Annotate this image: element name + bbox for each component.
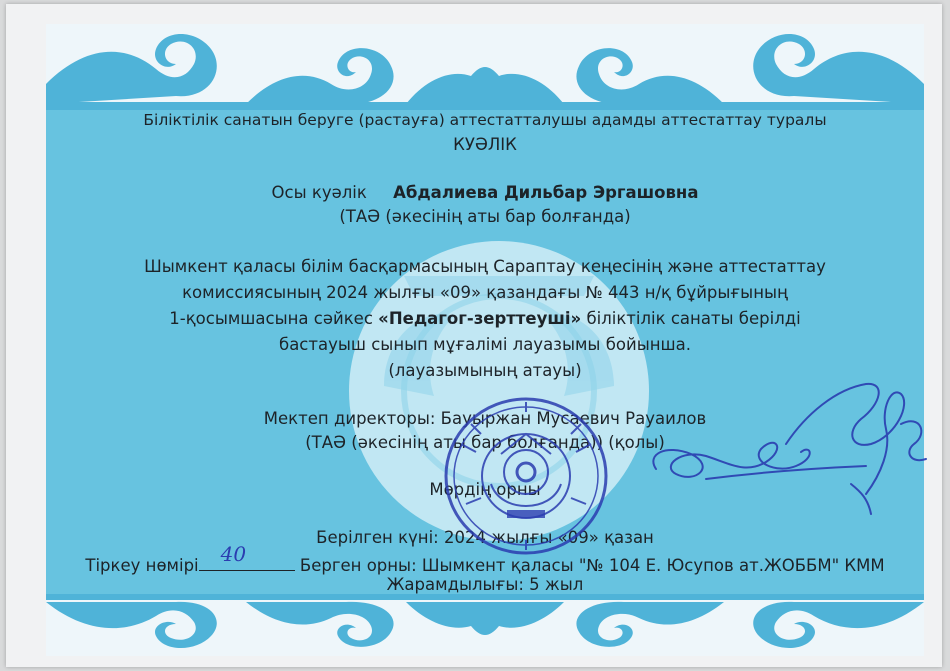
director-line: Мектеп директоры: Бауыржан Мусаевич Рауаилов bbox=[263, 409, 707, 428]
body-line-3-end: біліктілік санаты берілді bbox=[586, 309, 801, 328]
registration-label: Тіркеу нөмірі bbox=[85, 556, 199, 575]
issue-date-line: Берілген күні: 2024 жылғы «09» қазан bbox=[316, 528, 654, 547]
issuer-line: Берген орны: Шымкент қаласы "№ 104 Е. Юсупов ат.ЖОББМ" КММ bbox=[299, 556, 885, 575]
position-caption: (лауазымының атауы) bbox=[388, 361, 582, 380]
registration-line bbox=[46, 542, 924, 575]
body-line-1: Шымкент қаласы білім басқармасының Сараптау кеңесінің және аттестаттау bbox=[144, 257, 826, 276]
certificate-paper bbox=[6, 4, 942, 667]
title-line: Біліктілік санатын беруге (растауға) аттестатталушы адамды аттестаттау туралы bbox=[143, 111, 827, 129]
body-line-4: бастауыш сынып мұғалімі лауазымы бойынша. bbox=[279, 335, 691, 354]
registration-number: 40 bbox=[220, 542, 247, 566]
validity-line: Жарамдылығы: 5 жыл bbox=[386, 575, 584, 594]
holder-line bbox=[46, 183, 924, 202]
director-signature bbox=[636, 374, 936, 534]
holder-name: Абдалиева Дильбар Эргашовна bbox=[393, 183, 699, 202]
body-line-2: комиссиясының 2024 жылғы «09» қазандағы № 443 н/қ бұйрығының bbox=[182, 283, 788, 302]
holder-prefix: Осы куәлік bbox=[271, 183, 367, 202]
qualification-category: «Педагог-зерттеуші» bbox=[378, 309, 582, 328]
document-type-heading: КУӘЛІК bbox=[453, 135, 517, 154]
body-line-3 bbox=[46, 309, 924, 328]
seal-place-label: Мөрдің орны bbox=[429, 480, 541, 499]
top-ornament bbox=[46, 24, 924, 110]
bottom-ornament bbox=[46, 594, 924, 656]
body-line-3-start: 1-қосымшасына сәйкес bbox=[169, 309, 373, 328]
registration-number-field bbox=[199, 542, 295, 571]
certificate bbox=[46, 24, 924, 656]
holder-name-caption: (ТАӘ (әкесінің аты бар болғанда) bbox=[339, 207, 631, 226]
director-caption: (ТАӘ (әкесінің аты бар болғанда)) (қолы) bbox=[305, 433, 665, 452]
